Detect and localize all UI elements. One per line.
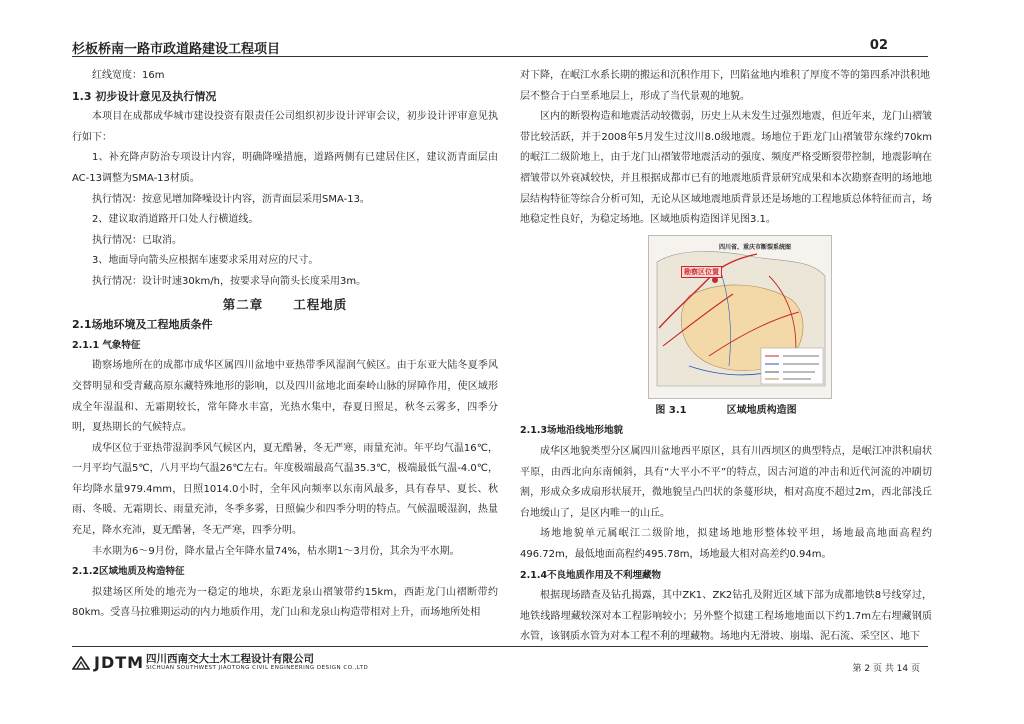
right-column [520,66,932,648]
section-2-1-3-heading: 2.1.3场地沿线地形地貌 [520,425,624,437]
section-1-3-heading: 1.3 初步设计意见及执行情况 [72,89,217,103]
header-page-number: 02 [869,38,888,53]
left-column [72,66,498,624]
section-2-1-4-heading: 2.1.4不良地质作用及不利埋藏物 [520,569,662,581]
geology-paragraph-2: 区内的断裂构造和地震活动较微弱，历史上从未发生过强烈地震，但近年来，龙门山褶皱带比较活跃，并于2008年5月发生过汶川8.0级地震。场地位于距龙门山褶皱带东缘约70km的岷江二级阶地上，由于龙门山褶皱带地震活动的强度、频度严格受断裂带控制，地震影响在褶皱带以外衰减较快，并且根据成都市已有的地震地质背景研究成果和本次勘察查明的场地地层结构特征等综合分析可知，无论从区域地震地质背景还是场地的工程地质总体特征而言，场地稳定性良好，为稳定场地。区域地质构造图详见图3.1。 [520,111,932,226]
climate-paragraph-1: 勘察场地所在的成都市成华区属四川盆地中亚热带季风湿润气候区。由于东亚大陆冬夏季风交替明显和受青藏高原东藏特殊地形的影响，以及四川盆地北面秦岭山脉的屏障作用，使区域形成全年湿温和、无霜期较长，常年降水丰富，光热水集中，春夏日照足，秋冬云雾多，四季分明，夏热期长的气候特点。 [72,360,498,434]
figure-number: 图 3.1 [655,404,687,416]
figure-caption [520,401,932,422]
company-logo [72,653,144,672]
section-2-1-2-heading: 2.1.2区域地质及构造特征 [72,566,185,578]
regional-fault-map [648,235,832,399]
company-name-en: SICHUAN SOUTHWEST JIAOTONG CIVIL ENGINEERING DESIGN CO.,LTD [146,665,369,671]
page-footer [72,646,928,677]
hazard-paragraph: 根据现场踏查及钻孔揭露，其中ZK1、ZK2钻孔及附近区域下部为成都地铁8号线穿过，地铁线路埋藏较深对本工程影响较小；另外整个拟建工程场地地面以下约1.7m左右埋藏钢质水管，该钢质水管为对本工程不利的埋藏物。场地内无滑坡、崩塌、泥石流、采空区、地下 [520,590,932,643]
section-2-1-heading: 2.1场地环境及工程地质条件 [72,318,213,332]
review-item-2: 2、建议取消道路开口处人行横道线。 [92,214,259,226]
execution-3: 执行情况：设计时速30km/h，按要求导向箭头长度采用3m。 [92,275,367,287]
chapter-number: 第二章 [222,296,264,312]
review-item-3: 3、地面导向箭头应根据车速要求采用对应的尺寸。 [92,255,319,267]
review-paragraph: 本项目在成都成华城市建设投资有限责任公司组织初步设计评审会议，初步设计评审意见执行如下： [72,111,498,143]
geology-paragraph-1: 拟建场区所处的地壳为一稳定的地块，东距龙泉山褶皱带约15km，西距龙门山褶断带约80km。受喜马拉雅期运动的内力地质作用，龙门山和龙泉山构造带相对上升，而场地所处相 [72,586,498,619]
terrain-paragraph-2: 场地地貌单元属岷江二级阶地，拟建场地地形整体较平坦，场地最高地面高程约496.72m，最低地面高程约495.78m，场地最大相对高差约0.94m。 [520,528,932,560]
company-name-cn: 四川西南交大土木工程设计有限公司 [146,653,314,665]
red-line-width: 红线宽度：16m [92,70,165,81]
terrain-paragraph-1: 成华区地貌类型分区属四川盆地西平原区，具有川西坝区的典型特点，是岷江冲洪积扇状平原，由西北向东南倾斜，具有“大平小不平”的特点，因古河道的冲击和近代河流的冲刷切割，形成众多成扇形状展开，微地貌呈凸凹状的条蔓形块，相对高度不超过2m，西北部浅丘台地缓山了，是区内唯一的山丘。 [520,445,932,519]
site-location-label: 勘察区位置 [681,266,722,278]
review-item-1: 1、补充降声防治专项设计内容，明确降噪措施，道路两侧有已建居住区，建议沥青面层由AC-13调整为SMA-13材质。 [72,152,498,184]
figure-block [520,235,932,401]
logo-mark-icon [72,656,90,670]
execution-1: 执行情况：按意见增加降噪设计内容，沥青面层采用SMA-13。 [92,193,370,205]
climate-paragraph-3: 丰水期为6～9月份，降水量占全年降水量74%，枯水期1～3月份，其余为平水期。 [92,545,460,557]
page-info: 第 2 页 共 14 页 [852,664,920,674]
page-header [72,36,928,57]
logo-text: JDTM [94,653,145,672]
climate-paragraph-2: 成华区位于亚热带湿润季风气候区内，夏无酷暑，冬无严寒，雨量充沛。年平均气温16℃，一月平均气温5℃，八月平均气温26℃左右。年度极端最高气温35.3℃，极端最低气温-4.0℃，年均降水量979.4mm，日照1014.0小时，全年风向频率以东南风最多，具有春早、夏长、秋雨、冬暖、无霜期长、雨量充沛，冬季多雾，日照偏少和四季分明的特点。气候温暖湿润，热量充足，降水充沛，夏无酷暑，冬无严寒，四季分明。 [72,442,498,537]
section-2-1-1-heading: 2.1.1 气象特征 [72,339,141,351]
chapter-title: 工程地质 [293,296,348,312]
geology-paragraph-1-continued: 对下降，在岷江水系长期的搬运和沉积作用下，凹陷盆地内堆积了厚度不等的第四系冲洪积地层不整合于白垩系地层上，形成了当代景观的地貌。 [520,70,930,102]
figure-title: 区域地质构造图 [726,404,797,416]
map-title: 四川省、重庆市断裂系统图 [719,243,792,251]
fault-map-graphic [649,236,831,398]
chapter-heading [72,295,498,316]
execution-2: 执行情况：已取消。 [92,234,182,246]
project-title: 杉板桥南一路市政道路建设工程项目 [72,42,281,57]
